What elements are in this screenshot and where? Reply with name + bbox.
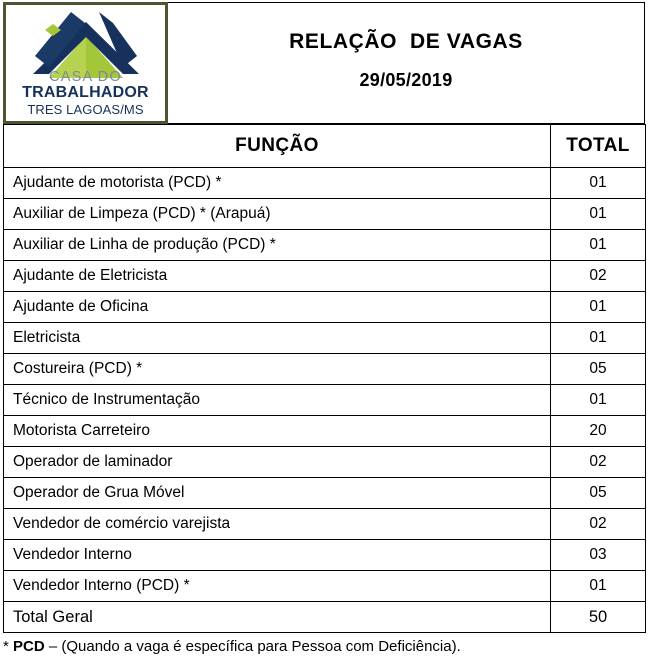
cell-funcao: Auxiliar de Linha de produção (PCD) *	[4, 230, 551, 261]
document-title-cell	[168, 2, 645, 124]
organization-logo-cell	[3, 2, 168, 124]
table-row	[4, 478, 646, 509]
cell-total: 05	[551, 354, 646, 385]
document-date: 29/05/2019	[359, 69, 453, 90]
table-header-row	[4, 125, 646, 168]
footnote-marker: *	[3, 638, 9, 655]
cell-total: 03	[551, 540, 646, 571]
vacancy-table-wrapper	[3, 124, 645, 633]
cell-funcao: Costureira (PCD) *	[4, 354, 551, 385]
table-row	[4, 354, 646, 385]
table-row	[4, 323, 646, 354]
cell-total: 01	[551, 292, 646, 323]
cell-total: 02	[551, 261, 646, 292]
cell-funcao: Técnico de Instrumentação	[4, 385, 551, 416]
table-row	[4, 168, 646, 199]
table-row	[4, 385, 646, 416]
cell-funcao: Ajudante de motorista (PCD) *	[4, 168, 551, 199]
cell-total: 01	[551, 323, 646, 354]
table-row	[4, 540, 646, 571]
logo-line-casa-do: CASA DO	[49, 68, 122, 85]
logo-inner	[11, 8, 161, 118]
cell-funcao: Auxiliar de Limpeza (PCD) * (Arapuá)	[4, 199, 551, 230]
column-header-total: TOTAL	[551, 125, 646, 168]
cell-funcao: Vendedor de comércio varejista	[4, 509, 551, 540]
casa-do-trabalhador-logo-icon	[11, 10, 161, 78]
cell-funcao: Vendedor Interno	[4, 540, 551, 571]
cell-total: 01	[551, 199, 646, 230]
vacancy-table	[3, 124, 646, 633]
cell-funcao: Operador de laminador	[4, 447, 551, 478]
table-row	[4, 199, 646, 230]
cell-total: 02	[551, 447, 646, 478]
column-header-funcao: FUNÇÃO	[4, 125, 551, 168]
page-title: RELAÇÃO DE VAGAS	[289, 29, 523, 53]
table-row	[4, 447, 646, 478]
cell-total-label: Total Geral	[4, 602, 551, 633]
cell-funcao: Motorista Carreteiro	[4, 416, 551, 447]
cell-total-value: 50	[551, 602, 646, 633]
table-total-row	[4, 602, 646, 633]
cell-total: 01	[551, 230, 646, 261]
table-body	[4, 168, 646, 633]
table-row	[4, 416, 646, 447]
cell-total: 20	[551, 416, 646, 447]
logo-line-trabalhador: TRABALHADOR	[22, 84, 149, 101]
cell-total: 05	[551, 478, 646, 509]
logo-wordmark	[11, 70, 161, 117]
cell-funcao: Eletricista	[4, 323, 551, 354]
footnote-text: – (Quando a vaga é específica para Pessoa com Deficiência).	[48, 638, 461, 655]
table-row	[4, 292, 646, 323]
cell-funcao: Ajudante de Eletricista	[4, 261, 551, 292]
logo-line-city: TRES LAGOAS/MS	[27, 102, 144, 117]
table-head	[4, 125, 646, 168]
table-row	[4, 261, 646, 292]
cell-funcao: Operador de Grua Móvel	[4, 478, 551, 509]
table-row	[4, 230, 646, 261]
table-row	[4, 509, 646, 540]
cell-total: 01	[551, 385, 646, 416]
table-row	[4, 571, 646, 602]
cell-total: 01	[551, 571, 646, 602]
cell-total: 02	[551, 509, 646, 540]
footnote	[3, 638, 648, 655]
cell-funcao: Vendedor Interno (PCD) *	[4, 571, 551, 602]
document-header	[3, 2, 645, 124]
footnote-term: PCD	[13, 638, 45, 655]
cell-funcao: Ajudante de Oficina	[4, 292, 551, 323]
cell-total: 01	[551, 168, 646, 199]
